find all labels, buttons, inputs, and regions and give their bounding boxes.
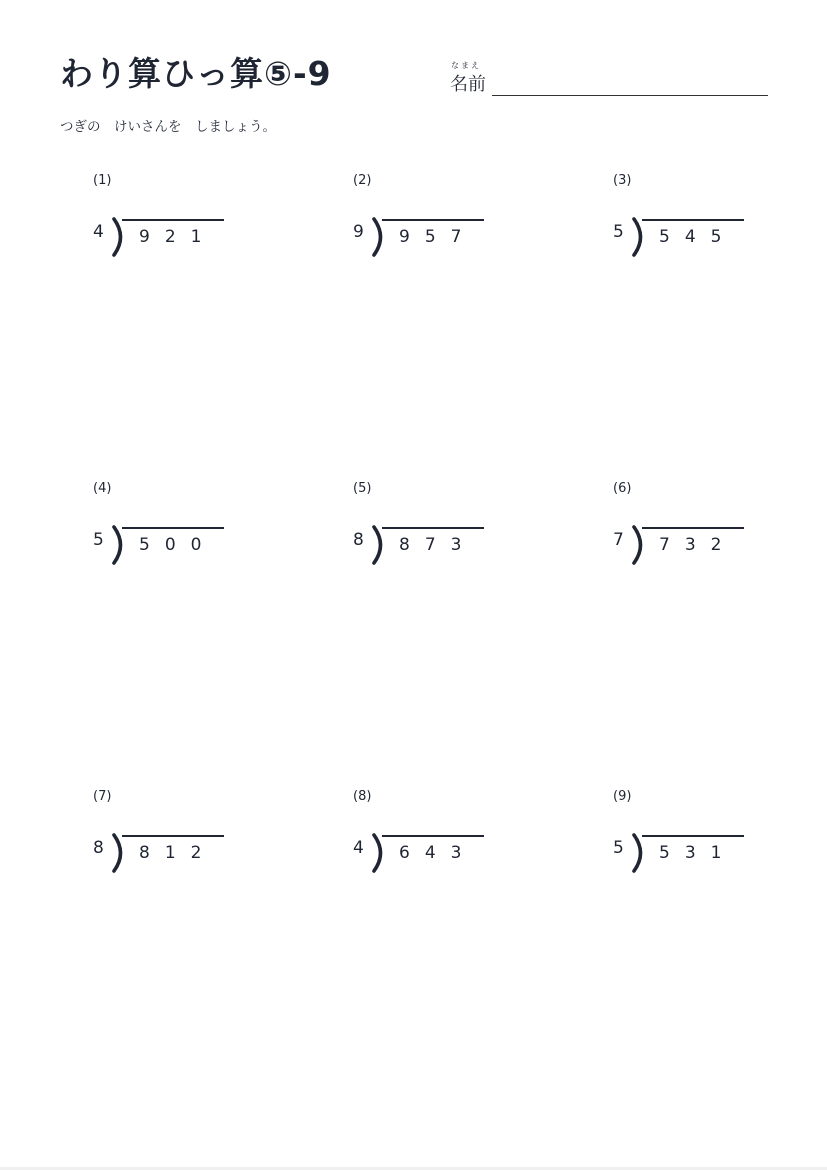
- problem-number: (8): [353, 789, 372, 804]
- instruction-text: つぎの けいさんを しましょう。: [60, 119, 276, 135]
- division-bar: [122, 219, 224, 221]
- dividend: 812: [139, 843, 217, 863]
- problem-number: (3): [613, 173, 632, 188]
- problem-2: [353, 173, 553, 253]
- problem-number: (2): [353, 173, 372, 188]
- dividend: 921: [139, 227, 217, 247]
- dividend: 643: [399, 843, 477, 863]
- division-bracket-icon: [630, 217, 646, 257]
- worksheet-title: わり算ひっ算⑤-9: [60, 54, 332, 93]
- problem-5: [353, 481, 553, 561]
- division-bar: [382, 219, 484, 221]
- name-write-line[interactable]: [492, 95, 768, 96]
- problem-3: [613, 173, 813, 253]
- name-label: 名前: [450, 74, 486, 95]
- problem-number: (9): [613, 789, 632, 804]
- division-bar: [642, 835, 744, 837]
- divisor: 4: [353, 838, 364, 858]
- division-bracket-icon: [370, 525, 386, 565]
- division-bar: [382, 835, 484, 837]
- division-bracket-icon: [110, 833, 126, 873]
- problem-8: [353, 789, 553, 869]
- division-bracket-icon: [370, 833, 386, 873]
- division-bracket-icon: [630, 525, 646, 565]
- division-bar: [122, 835, 224, 837]
- problem-number: (7): [93, 789, 112, 804]
- divisor: 8: [93, 838, 104, 858]
- dividend: 957: [399, 227, 477, 247]
- divisor: 7: [613, 530, 624, 550]
- division-bracket-icon: [630, 833, 646, 873]
- dividend: 732: [659, 535, 737, 555]
- division-bar: [122, 527, 224, 529]
- dividend: 531: [659, 843, 737, 863]
- divisor: 8: [353, 530, 364, 550]
- division-bracket-icon: [110, 217, 126, 257]
- divisor: 5: [613, 838, 624, 858]
- divisor: 4: [93, 222, 104, 242]
- division-bar: [642, 219, 744, 221]
- dividend: 873: [399, 535, 477, 555]
- division-bar: [642, 527, 744, 529]
- division-bar: [382, 527, 484, 529]
- divisor: 5: [93, 530, 104, 550]
- dividend: 500: [139, 535, 217, 555]
- division-bracket-icon: [370, 217, 386, 257]
- problem-1: [93, 173, 293, 253]
- problem-7: [93, 789, 293, 869]
- name-furigana: なまえ: [451, 61, 481, 70]
- problem-9: [613, 789, 813, 869]
- problem-number: (5): [353, 481, 372, 496]
- problem-6: [613, 481, 813, 561]
- divisor: 9: [353, 222, 364, 242]
- dividend: 545: [659, 227, 737, 247]
- problem-number: (6): [613, 481, 632, 496]
- divisor: 5: [613, 222, 624, 242]
- problem-4: [93, 481, 293, 561]
- problem-number: (1): [93, 173, 112, 188]
- problem-number: (4): [93, 481, 112, 496]
- division-bracket-icon: [110, 525, 126, 565]
